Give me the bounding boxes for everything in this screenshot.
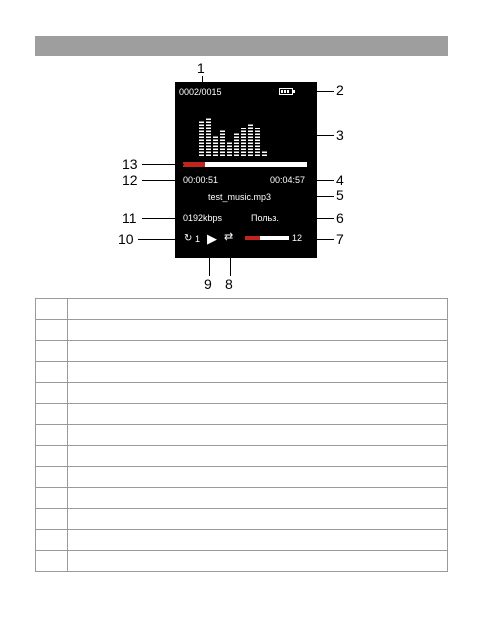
callout-13: 13: [122, 156, 138, 172]
shuffle-mode-icon: ⇄: [224, 231, 234, 243]
eq-bar: [220, 129, 225, 156]
row-description-cell: [68, 362, 448, 383]
repeat-count: 1: [195, 234, 201, 244]
callout-6: 6: [336, 210, 344, 226]
row-description-cell: [68, 530, 448, 551]
battery-icon: [279, 88, 293, 95]
row-number-cell: [36, 425, 68, 446]
row-number-cell: [36, 362, 68, 383]
eq-mode: Польз.: [251, 213, 279, 223]
eq-bar: [227, 142, 232, 156]
table-row: [36, 341, 448, 362]
callout-11-leader: [142, 218, 182, 219]
eq-bar: [199, 121, 204, 156]
row-number-cell: [36, 509, 68, 530]
row-description-cell: [68, 320, 448, 341]
row-description-cell: [68, 383, 448, 404]
row-description-cell: [68, 488, 448, 509]
bitrate: 0192kbps: [183, 213, 223, 223]
callout-9: 9: [204, 276, 212, 292]
legend-table: [35, 298, 448, 572]
row-number-cell: [36, 446, 68, 467]
callout-12: 12: [122, 172, 138, 188]
row-description-cell: [68, 299, 448, 320]
callout-10-leader: [138, 239, 184, 240]
callout-9-leader: [209, 246, 210, 276]
eq-bar: [248, 123, 253, 156]
callout-8: 8: [225, 276, 233, 292]
row-description-cell: [68, 509, 448, 530]
row-number-cell: [36, 299, 68, 320]
row-description-cell: [68, 341, 448, 362]
row-description-cell: [68, 551, 448, 572]
callout-6-leader: [284, 218, 334, 219]
progress-bar: [183, 162, 307, 167]
callout-5-leader: [285, 196, 334, 197]
row-description-cell: [68, 467, 448, 488]
table-row: [36, 362, 448, 383]
section-header-bar: [35, 36, 448, 56]
table-row: [36, 320, 448, 341]
eq-bar: [241, 128, 246, 156]
callout-10: 10: [118, 231, 134, 247]
eq-bar: [255, 128, 260, 156]
volume-fill: [245, 236, 260, 240]
table-row: [36, 530, 448, 551]
repeat-icon: ↻: [184, 233, 193, 244]
row-number-cell: [36, 320, 68, 341]
callout-7: 7: [336, 231, 344, 247]
eq-bar: [213, 135, 218, 156]
callout-2-leader: [296, 91, 334, 92]
total-time: 00:04:57: [270, 175, 306, 185]
callout-1-leader: [202, 76, 203, 86]
table-row: [36, 404, 448, 425]
eq-bar: [206, 117, 211, 156]
table-row: [36, 551, 448, 572]
table-row: [36, 488, 448, 509]
play-icon: ▶: [207, 231, 217, 246]
callout-1: 1: [197, 60, 205, 76]
table-row: [36, 383, 448, 404]
callout-3: 3: [336, 127, 344, 143]
callout-5: 5: [336, 187, 344, 203]
callout-8-leader: [230, 246, 231, 276]
row-description-cell: [68, 425, 448, 446]
row-description-cell: [68, 404, 448, 425]
table-row: [36, 299, 448, 320]
callout-12-leader: [142, 180, 182, 181]
table-row: [36, 425, 448, 446]
callout-4: 4: [336, 172, 344, 188]
row-number-cell: [36, 530, 68, 551]
eq-bar: [234, 133, 239, 156]
row-number-cell: [36, 404, 68, 425]
player-screen: [175, 82, 317, 258]
callout-7-leader: [302, 239, 334, 240]
eq-bar: [262, 150, 267, 156]
row-number-cell: [36, 383, 68, 404]
track-counter: 0002/0015: [179, 87, 222, 97]
row-number-cell: [36, 551, 68, 572]
filename: test_music.mp3: [208, 192, 272, 202]
callout-3-leader: [280, 135, 334, 136]
row-description-cell: [68, 446, 448, 467]
table-row: [36, 509, 448, 530]
volume-bar: [245, 236, 289, 240]
row-number-cell: [36, 488, 68, 509]
row-number-cell: [36, 341, 68, 362]
progress-fill: [183, 162, 205, 167]
equalizer-display: [199, 110, 294, 156]
callout-2: 2: [336, 82, 344, 98]
callout-13-leader: [142, 164, 184, 165]
row-number-cell: [36, 467, 68, 488]
table-row: [36, 446, 448, 467]
volume-value: 12: [292, 233, 303, 243]
callout-4-leader: [312, 180, 334, 181]
table-row: [36, 467, 448, 488]
callout-11: 11: [122, 210, 137, 226]
elapsed-time: 00:00:51: [183, 175, 219, 185]
